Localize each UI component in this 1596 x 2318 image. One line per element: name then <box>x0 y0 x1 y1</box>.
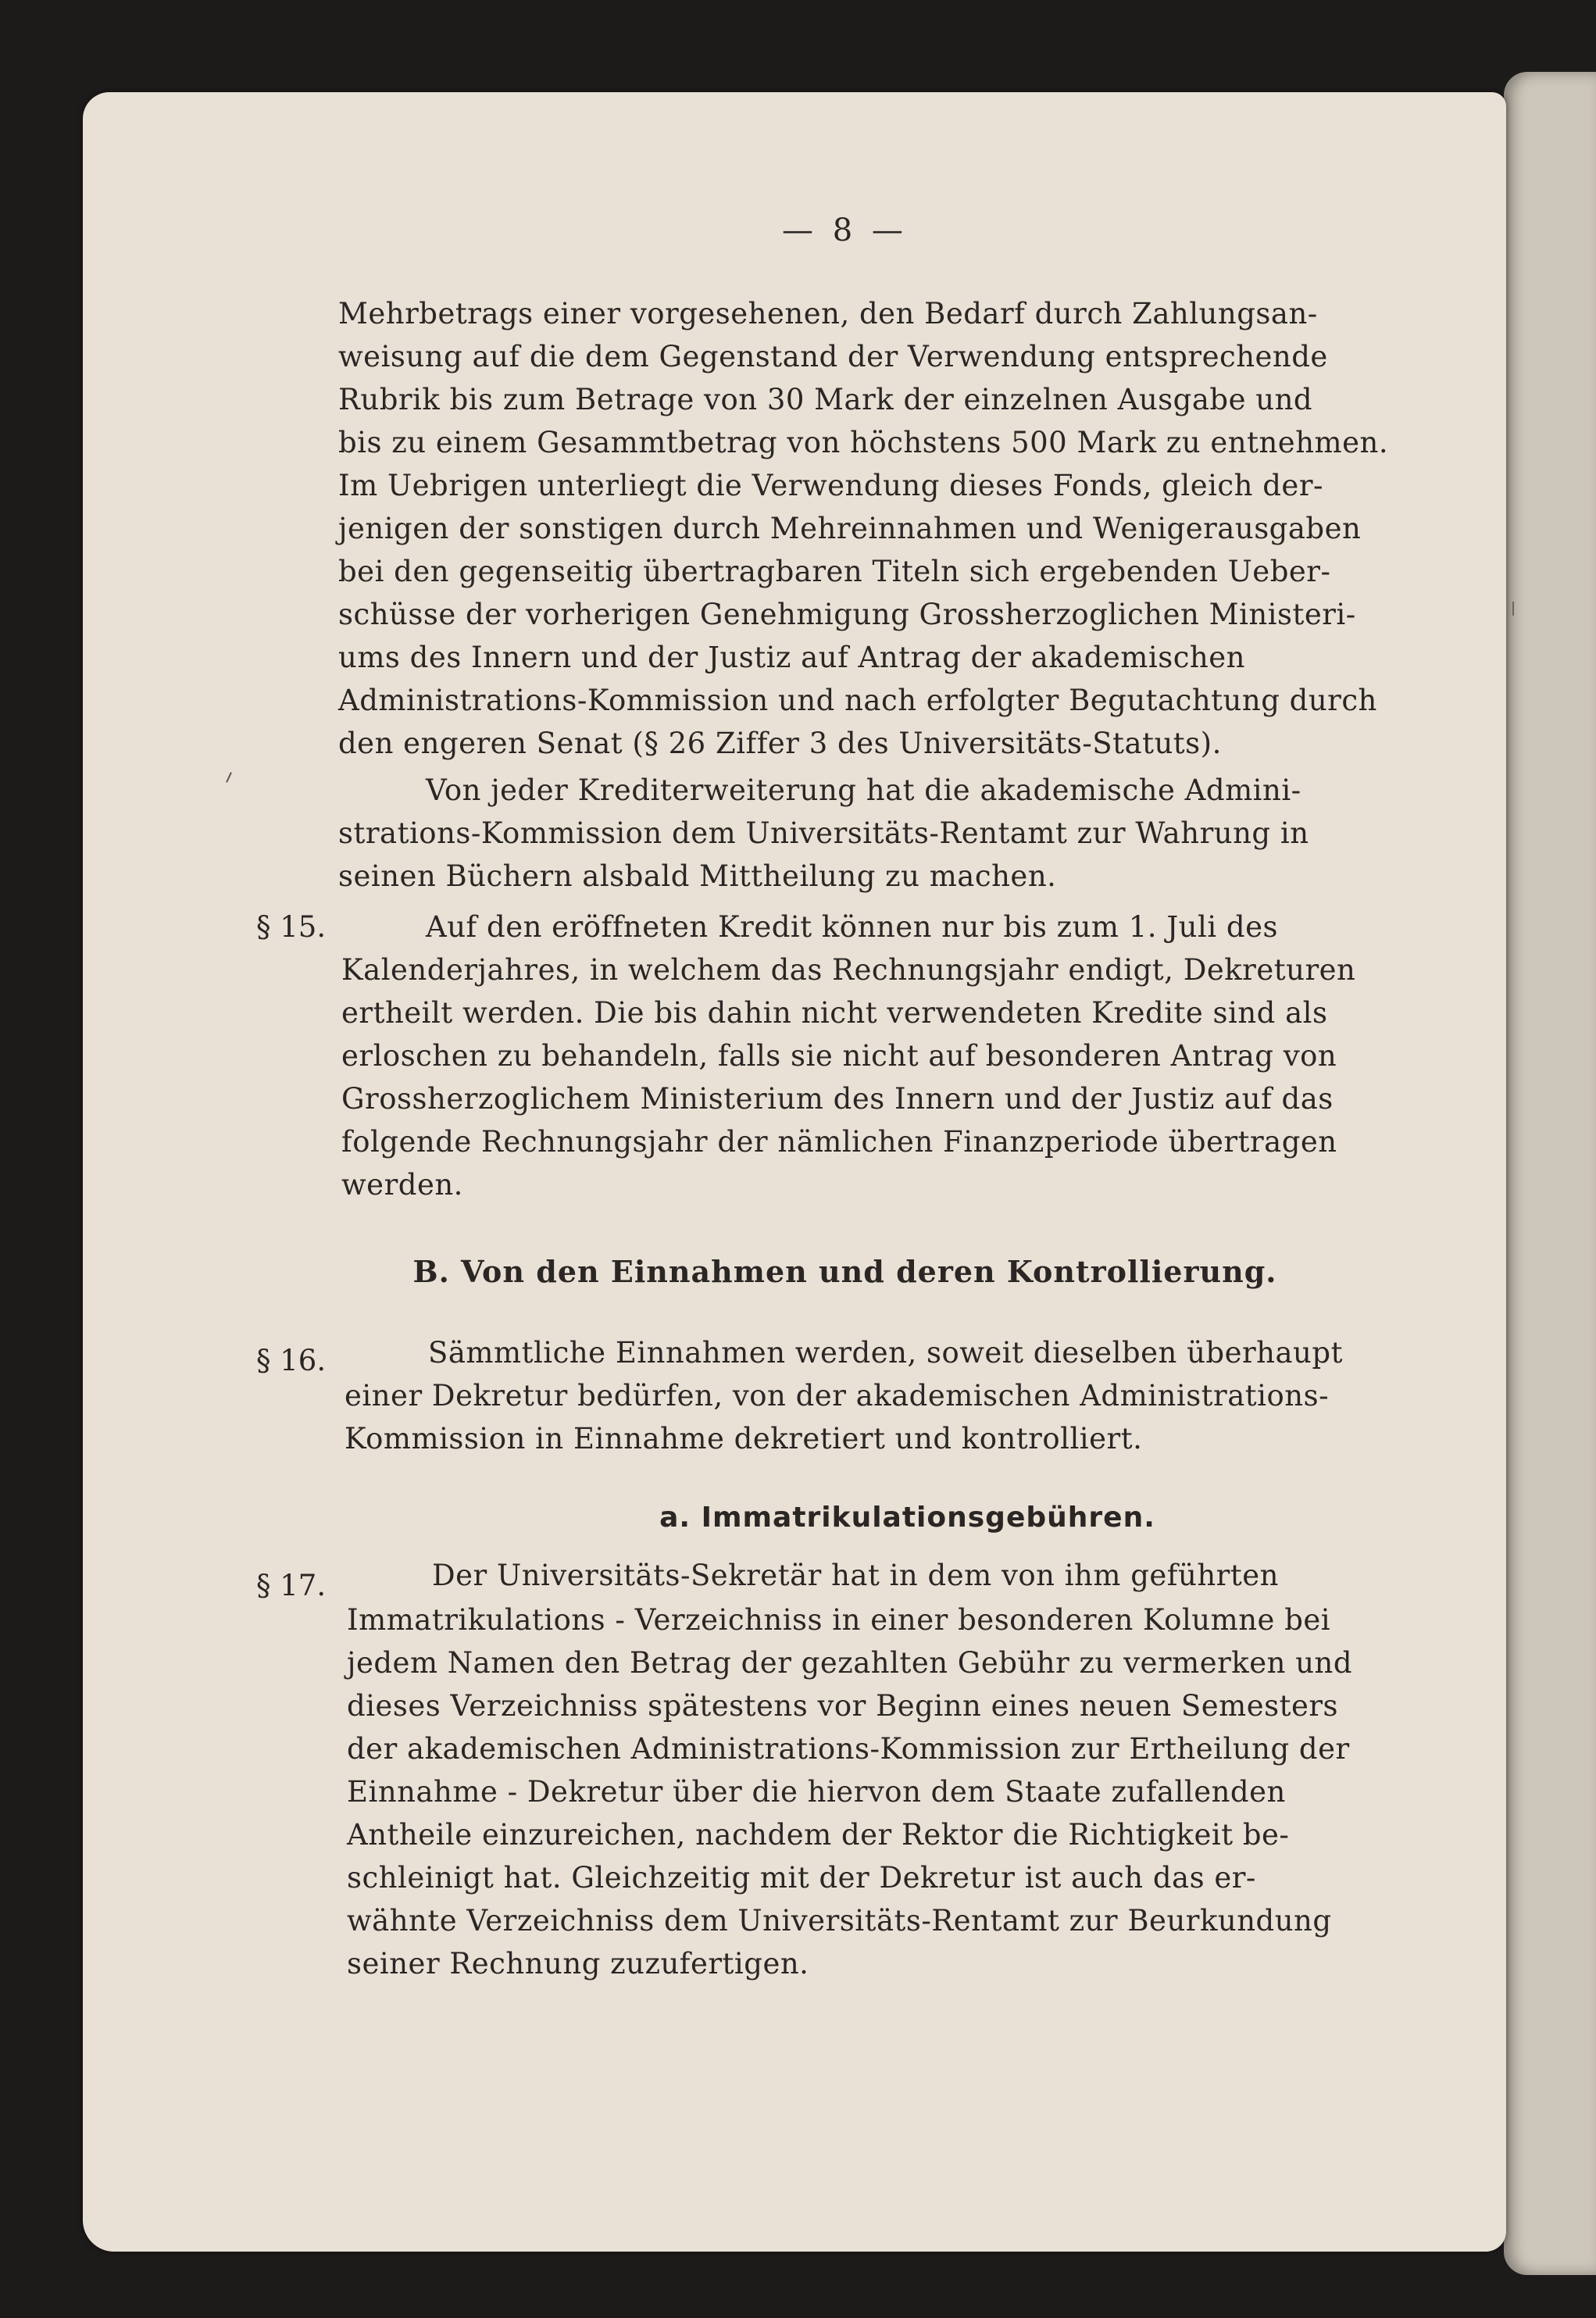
body-line: ums des Innern und der Justiz auf Antrag der akademischen <box>338 641 1245 674</box>
section-heading: B. Von den Einnahmen und deren Kontrollierung. <box>412 1254 1277 1289</box>
section-line: ertheilt werden. Die bis dahin nicht verwendeten Kredite sind als <box>341 996 1328 1030</box>
body-line: Im Uebrigen unterliegt die Verwendung dieses Fonds, gleich der- <box>338 469 1324 502</box>
section-number: § 15. <box>256 910 327 944</box>
section-line: Sämmtliche Einnahmen werden, soweit dieselben überhaupt <box>428 1336 1343 1370</box>
body-line: bis zu einem Gesammtbetrag von höchstens 500 Mark zu entnehmen. <box>338 426 1389 459</box>
body-line: Mehrbetrags einer vorgesehenen, den Bedarf durch Zahlungsan- <box>338 297 1318 330</box>
body-line: jenigen der sonstigen durch Mehreinnahmen und Wenigerausgaben <box>338 512 1362 545</box>
section-line: der akademischen Administrations-Kommission zur Ertheilung der <box>347 1732 1350 1766</box>
section-line: Immatrikulations - Verzeichniss in einer besonderen Kolumne bei <box>347 1603 1331 1637</box>
body-line: schüsse der vorherigen Genehmigung Grossherzoglichen Ministeri- <box>338 598 1356 631</box>
page-number: — 8 — <box>782 213 908 248</box>
section-line: jedem Namen den Betrag der gezahlten Gebühr zu vermerken und <box>347 1646 1353 1680</box>
section-line: Auf den eröffneten Kredit können nur bis zum 1. Juli des <box>426 910 1278 944</box>
section-line: seiner Rechnung zuzufertigen. <box>347 1947 809 1980</box>
section-line: wähnte Verzeichniss dem Universitäts-Rentamt zur Beurkundung <box>347 1904 1332 1938</box>
margin-mark <box>1512 602 1514 616</box>
body-line: bei den gegenseitig übertragbaren Titeln sich ergebenden Ueber- <box>338 555 1331 588</box>
subsection-heading: a. Immatrikulationsgebühren. <box>659 1502 1155 1534</box>
body-line: Von jeder Krediterweiterung hat die akademische Admini- <box>426 773 1301 807</box>
section-line: Der Universitäts-Sekretär hat in dem von ihm geführten <box>432 1559 1279 1592</box>
body-line: den engeren Senat (§ 26 Ziffer 3 des Universitäts-Statuts). <box>338 727 1222 760</box>
adjacent-page-edge <box>1504 72 1596 2275</box>
section-number: § 16. <box>256 1344 327 1377</box>
section-line: Einnahme - Dekretur über die hiervon dem Staate zufallenden <box>347 1775 1286 1809</box>
body-line: Rubrik bis zum Betrage von 30 Mark der einzelnen Ausgabe und <box>338 383 1313 416</box>
section-line: Antheile einzureichen, nachdem der Rektor die Richtigkeit be- <box>347 1818 1290 1852</box>
section-line: erloschen zu behandeln, falls sie nicht auf besonderen Antrag von <box>341 1039 1337 1073</box>
section-line: Kalenderjahres, in welchem das Rechnungsjahr endigt, Dekreturen <box>341 953 1356 987</box>
body-line: seinen Büchern alsbald Mittheilung zu machen. <box>338 859 1057 893</box>
body-line: weisung auf die dem Gegenstand der Verwendung entsprechende <box>338 340 1328 373</box>
section-number: § 17. <box>256 1569 327 1602</box>
section-line: dieses Verzeichniss spätestens vor Beginn eines neuen Semesters <box>347 1689 1339 1723</box>
section-line: einer Dekretur bedürfen, von der akademischen Administrations- <box>345 1379 1330 1413</box>
section-line: schleinigt hat. Gleichzeitig mit der Dekretur ist auch das er- <box>347 1861 1256 1895</box>
section-line: Grossherzoglichem Ministerium des Innern und der Justiz auf das <box>341 1082 1334 1116</box>
section-line: werden. <box>341 1168 463 1202</box>
body-line: strations-Kommission dem Universitäts-Rentamt zur Wahrung in <box>338 816 1309 850</box>
section-line: folgende Rechnungsjahr der nämlichen Finanzperiode übertragen <box>341 1125 1337 1159</box>
body-line: Administrations-Kommission und nach erfolgter Begutachtung durch <box>338 684 1377 717</box>
section-line: Kommission in Einnahme dekretiert und kontrolliert. <box>345 1422 1143 1455</box>
